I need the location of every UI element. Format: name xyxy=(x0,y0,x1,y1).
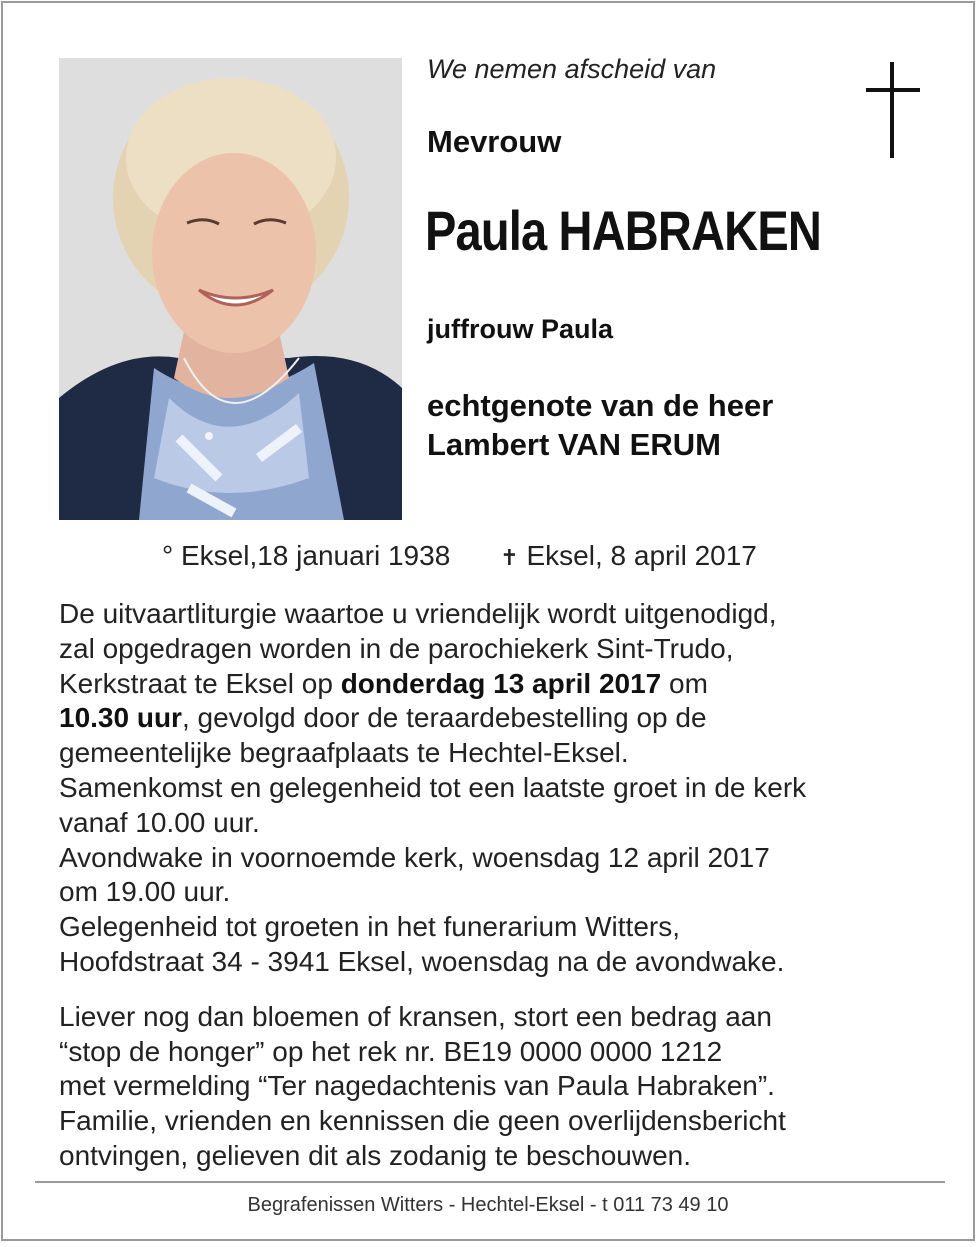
intro-line: We nemen afscheid van xyxy=(427,54,717,84)
text-line: gemeentelijke begraafplaats te Hechtel-Eksel. xyxy=(59,737,629,769)
text-line: De uitvaartliturgie waartoe u vriendelijk wordt uitgenodigd, xyxy=(59,598,777,629)
spouse-info xyxy=(427,386,773,464)
funeral-details xyxy=(59,597,939,1174)
text-segment: , gevolgd door de teraardebestelling op de xyxy=(181,702,707,734)
portrait-photo xyxy=(59,58,402,520)
text-line: Gelegenheid tot groeten in het funerarium Witters, xyxy=(59,911,681,943)
text-segment: om xyxy=(661,667,708,699)
deceased-name: Paula HABRAKEN xyxy=(425,199,821,262)
text-line: ontvingen, gelieven dit als zodanig te beschouwen. xyxy=(59,1139,691,1171)
death-date: Eksel, 8 april 2017 xyxy=(526,540,757,571)
death-cross-icon: ✝ xyxy=(500,545,519,570)
text-line: Avondwake in voornoemde kerk, woensdag 12 april 2017 xyxy=(59,841,770,873)
life-dates xyxy=(162,540,757,572)
text-line: Liever nog dan bloemen of kransen, stort een bedrag aan xyxy=(59,1000,772,1032)
spouse-line-2: Lambert VAN ERUM xyxy=(427,427,721,462)
funeral-home-footer: Begrafenissen Witters - Hechtel-Eksel - t 011 73 49 10 xyxy=(247,1194,729,1216)
text-line: met vermelding “Ter nagedachtenis van Paula Habraken”. xyxy=(59,1070,775,1102)
footer-divider xyxy=(35,1181,945,1183)
text-line xyxy=(59,667,939,702)
donation-paragraph xyxy=(59,1000,939,1174)
birth-date: ° Eksel,18 januari 1938 xyxy=(162,540,451,571)
text-line: zal opgedragen worden in de parochiekerk Sint-Trudo, xyxy=(59,632,734,664)
funeral-time: 10.30 uur xyxy=(59,702,182,734)
honorific: Mevrouw xyxy=(427,124,562,159)
cross-icon xyxy=(864,62,924,165)
text-line: Samenkomst en gelegenheid tot een laatste groet in de kerk xyxy=(59,771,807,803)
text-line: “stop de honger” op het rek nr. BE19 0000 0000 1212 xyxy=(59,1035,723,1067)
funeral-paragraph xyxy=(59,597,939,980)
text-line: Hoofdstraat 34 - 3941 Eksel, woensdag na de avondwake. xyxy=(59,945,785,977)
text-line: Familie, vrienden en kennissen die geen overlijdensbericht xyxy=(59,1105,786,1137)
text-line: vanaf 10.00 uur. xyxy=(59,806,260,838)
funeral-date: donderdag 13 april 2017 xyxy=(340,667,662,699)
text-line xyxy=(59,701,939,736)
spouse-line-1: echtgenote van de heer xyxy=(427,388,774,423)
nickname: juffrouw Paula xyxy=(427,314,614,344)
text-line: om 19.00 uur. xyxy=(59,876,231,908)
text-segment: Kerkstraat te Eksel op xyxy=(59,667,341,699)
